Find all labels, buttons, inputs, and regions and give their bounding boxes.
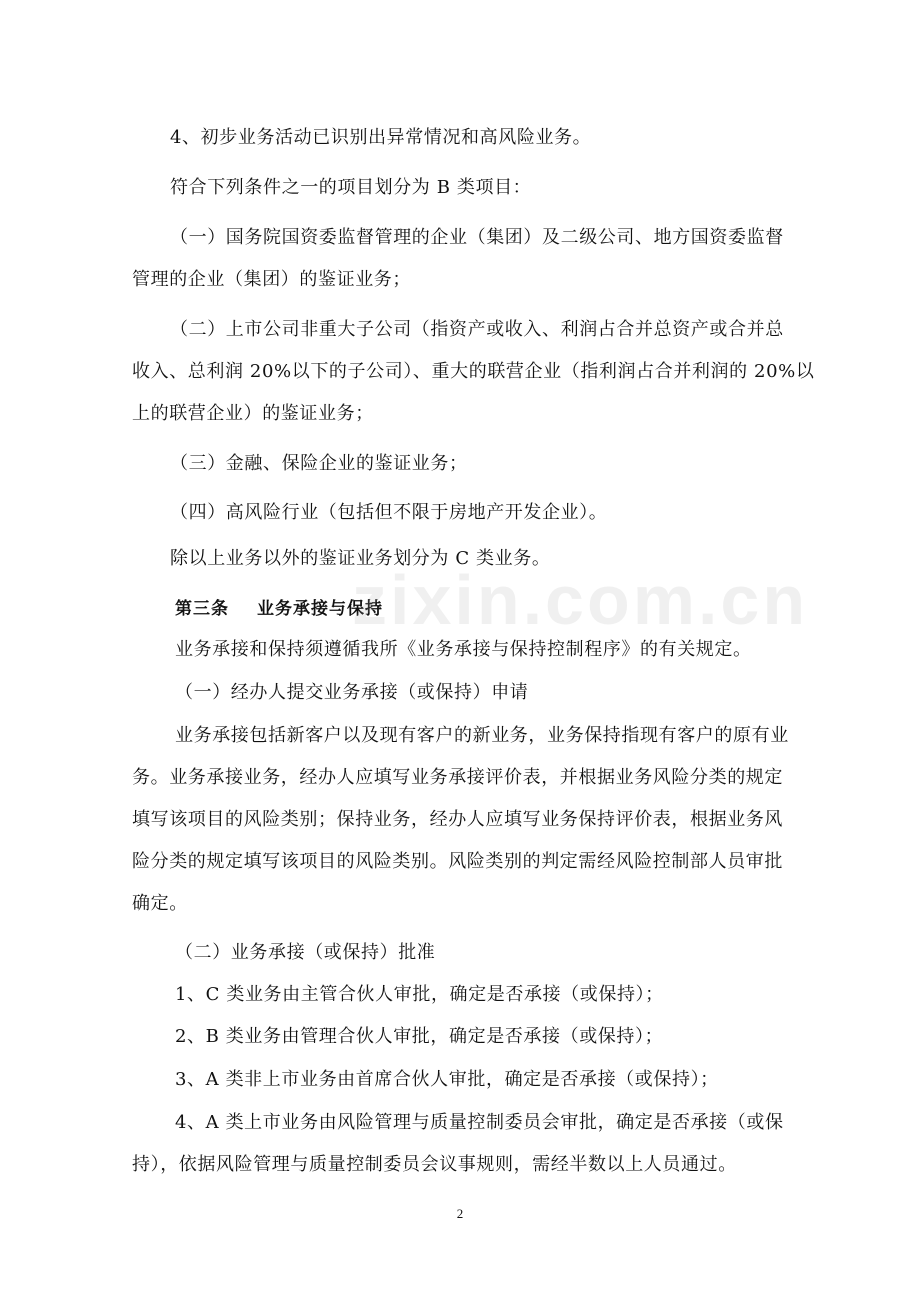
paragraph-line: 收入、总利润 20%以下的子公司）、重大的联营企业（指利润占合并利润的 20%以 — [132, 361, 815, 382]
paragraph-line: （三）金融、保险企业的鉴证业务； — [170, 453, 468, 474]
section-heading — [175, 597, 383, 621]
paragraph-line: 确定。 — [132, 893, 188, 914]
paragraph-line: （二）上市公司非重大子公司（指资产或收入、利润占合并总资产或合并总 — [170, 319, 784, 340]
paragraph-line: 除以上业务以外的鉴证业务划分为 C 类业务。 — [170, 548, 551, 569]
paragraph-line: 业务承接包括新客户以及现有客户的新业务，业务保持指现有客户的原有业 — [175, 725, 789, 746]
paragraph-line: 持），依据风险管理与质量控制委员会议事规则，需经半数以上人员通过。 — [132, 1154, 737, 1175]
paragraph-line: （一）经办人提交业务承接（或保持）申请 — [175, 682, 529, 703]
watermark: zixin.com.cn — [352, 561, 809, 639]
paragraph-line: 4、A 类上市业务由风险管理与质量控制委员会审批，确定是否承接（或保 — [175, 1112, 784, 1133]
paragraph-line: 1、C 类业务由主管合伙人审批，确定是否承接（或保持）； — [175, 984, 664, 1005]
page-number: 2 — [456, 1206, 464, 1221]
paragraph-line: 险分类的规定填写该项目的风险类别。风险类别的判定需经风险控制部人员审批 — [132, 851, 783, 872]
paragraph-line: （二）业务承接（或保持）批准 — [175, 942, 436, 963]
paragraph-line: 符合下列条件之一的项目划分为 B 类项目： — [170, 177, 532, 198]
paragraph-line: 3、A 类非上市业务由首席合伙人审批，确定是否承接（或保持）； — [175, 1069, 719, 1090]
paragraph-line: （四）高风险行业（包括但不限于房地产开发企业）。 — [170, 502, 608, 523]
paragraph-line: 上的联营企业）的鉴证业务； — [132, 403, 374, 424]
paragraph-line: 管理的企业（集团）的鉴证业务； — [132, 269, 411, 290]
paragraph-line: 务。业务承接业务，经办人应填写业务承接评价表，并根据业务风险分类的规定 — [132, 767, 783, 788]
section-number: 第三条 — [175, 599, 229, 619]
section-title: 业务承接与保持 — [257, 599, 383, 619]
paragraph-line: 业务承接和保持须遵循我所《业务承接与保持控制程序》的有关规定。 — [175, 639, 752, 660]
paragraph-line: （一）国务院国资委监督管理的企业（集团）及二级公司、地方国资委监督 — [170, 227, 784, 248]
paragraph-line: 填写该项目的风险类别；保持业务，经办人应填写业务保持评价表，根据业务风 — [132, 809, 783, 830]
paragraph-line: 2、B 类业务由管理合伙人审批，确定是否承接（或保持）； — [175, 1026, 664, 1047]
paragraph-line: 4、初步业务活动已识别出异常情况和高风险业务。 — [170, 127, 592, 148]
